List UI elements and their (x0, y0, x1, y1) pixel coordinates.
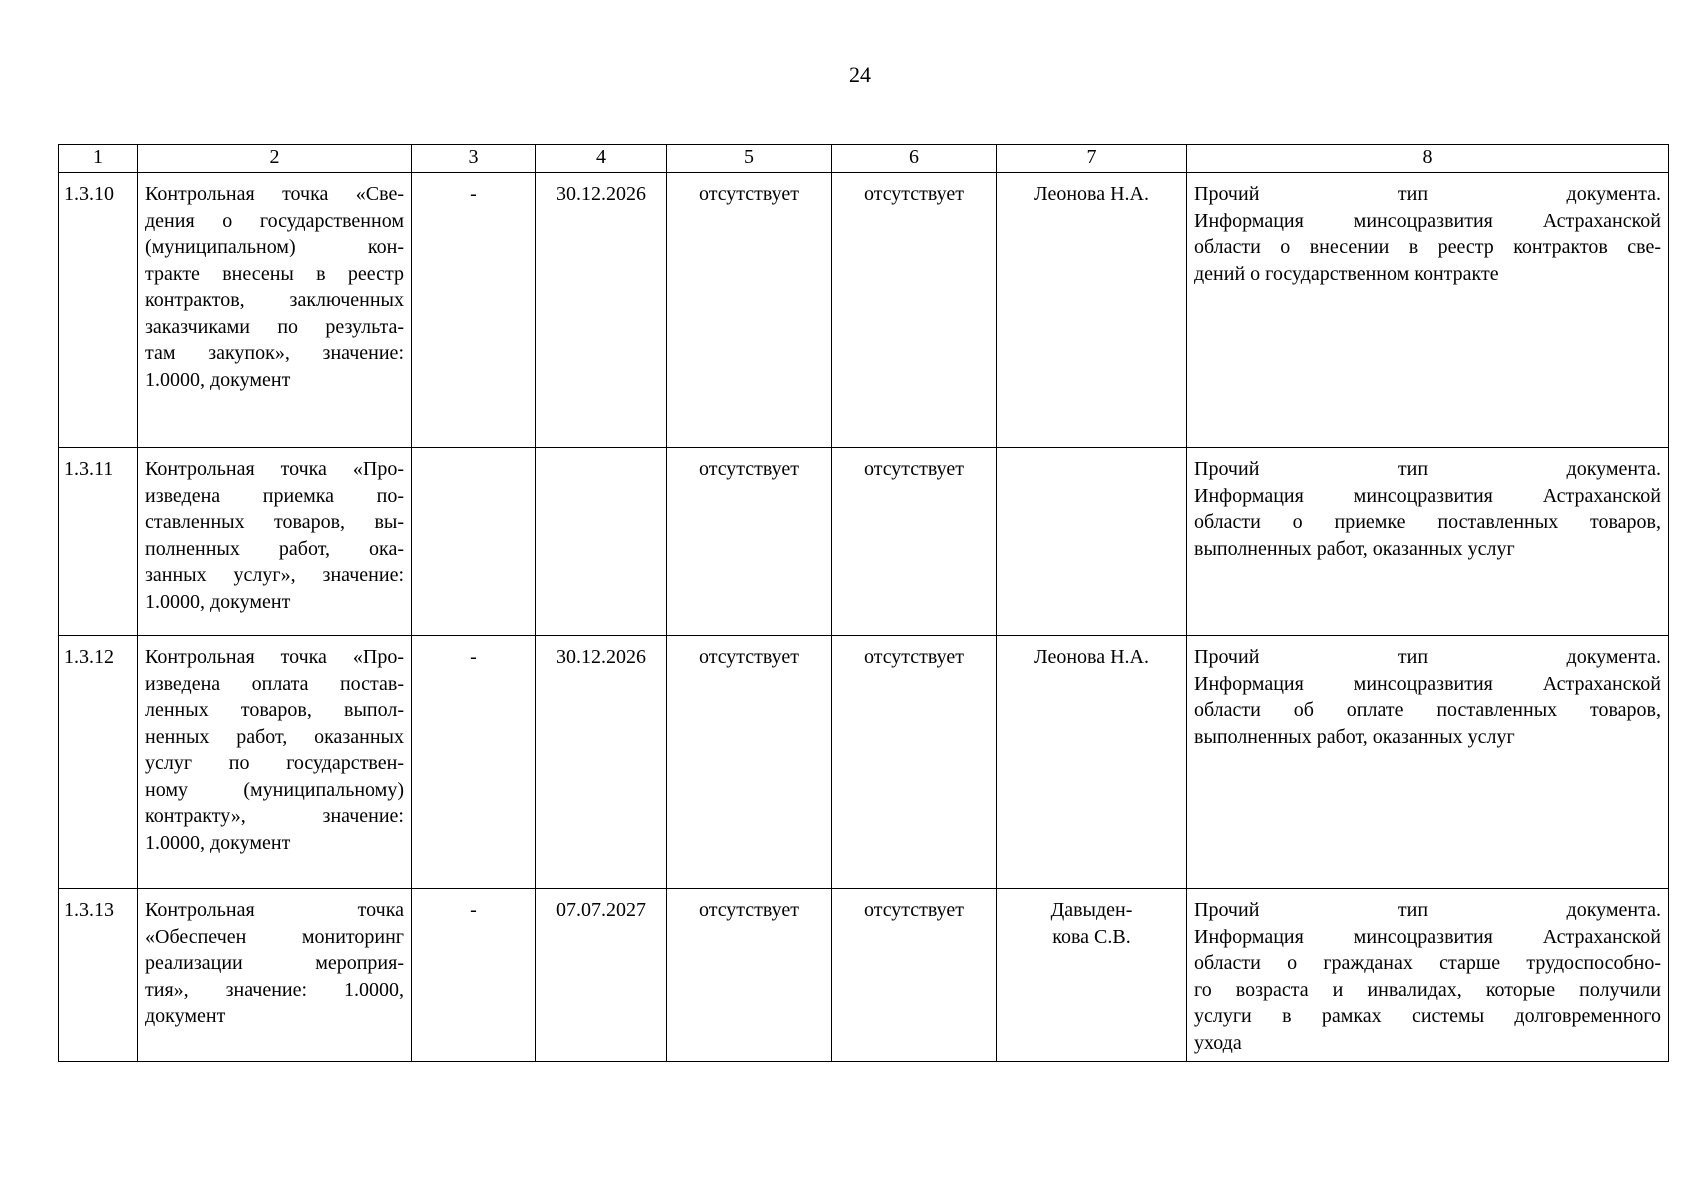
document-line: области об оплате поставленных товаров, (1194, 699, 1661, 721)
description-line: ставленных товаров, вы- (145, 511, 404, 533)
column-6-cell (832, 889, 997, 1062)
responsible-line: Давыден- (1050, 899, 1133, 921)
document-line: Информация минсоцразвития Астраханской (1194, 672, 1661, 695)
description-line: Контрольная точка «Про- (145, 458, 404, 480)
date-cell (536, 889, 667, 1062)
item-number-cell (59, 173, 138, 448)
description-line: документ (145, 1005, 226, 1027)
column-3-cell (412, 448, 536, 636)
column-5-value: отсутствует (698, 899, 800, 921)
date-value: 30.12.2026 (556, 183, 646, 205)
document-line: Информация минсоцразвития Астраханской (1194, 484, 1661, 507)
responsible-cell (997, 448, 1187, 636)
description-line: реализации мероприя- (145, 952, 404, 974)
item-number: 1.3.12 (64, 646, 114, 668)
column-3-value: - (470, 183, 477, 205)
item-number: 1.3.10 (64, 183, 114, 205)
column-5-cell (667, 173, 832, 448)
document-line: Прочий тип документа. (1194, 458, 1661, 480)
description-line: там закупок», значение: (145, 342, 404, 364)
column-numbers-row (59, 145, 1669, 173)
column-6-value: отсутствует (863, 646, 965, 668)
column-header: 1 (59, 145, 138, 173)
description-line: ному (муниципальному) (145, 778, 404, 801)
description-line: дения о государственном (145, 209, 404, 232)
description-cell (138, 636, 412, 889)
description-cell (138, 173, 412, 448)
date-value: 07.07.2027 (556, 899, 646, 921)
document-cell (1187, 448, 1669, 636)
table-row (59, 173, 1669, 448)
description-line: контрактов, заключенных (145, 289, 404, 311)
description-line: полненных работ, ока- (145, 537, 404, 560)
responsible-cell (997, 636, 1187, 889)
description-line: изведена оплата постав- (145, 672, 404, 695)
date-cell (536, 636, 667, 889)
document-line: области о гражданах старше трудоспособно- (1194, 952, 1661, 974)
document-line: услуги в рамках системы долговременного (1194, 1005, 1661, 1027)
document-line: Прочий тип документа. (1194, 183, 1661, 205)
document-line: ухода (1194, 1031, 1242, 1054)
description-line: 1.0000, документ (145, 368, 291, 391)
description-line: Контрольная точка (145, 899, 404, 921)
description-line: тракте внесены в реестр (145, 262, 404, 285)
description-line: ленных товаров, выпол- (145, 699, 404, 721)
description-line: занных услуг», значение: (145, 564, 404, 586)
document-line: го возраста и инвалидах, которые получили (1194, 978, 1661, 1001)
column-6-cell (832, 448, 997, 636)
date-cell (536, 173, 667, 448)
description-cell (138, 448, 412, 636)
description-cell (138, 889, 412, 1062)
description-line: услуг по государствен- (145, 752, 404, 774)
description-line: (муниципальном) кон- (145, 236, 404, 258)
table-row (59, 448, 1669, 636)
column-header: 3 (412, 145, 536, 173)
item-number: 1.3.13 (64, 899, 114, 921)
description-line: ненных работ, оказанных (145, 725, 404, 748)
column-5-value: отсутствует (698, 646, 800, 668)
column-5-value: отсутствует (698, 183, 800, 205)
column-5-value: отсутствует (698, 458, 800, 480)
column-6-value: отсутствует (863, 899, 965, 921)
responsible-line: кова С.В. (1052, 925, 1131, 948)
column-header: 6 (832, 145, 997, 173)
description-line: 1.0000, документ (145, 831, 291, 854)
column-header: 8 (1187, 145, 1669, 173)
document-cell (1187, 173, 1669, 448)
table-row (59, 636, 1669, 889)
document-cell (1187, 889, 1669, 1062)
column-6-value: отсутствует (863, 458, 965, 480)
document-line: Информация минсоцразвития Астраханской (1194, 925, 1661, 948)
date-value: 30.12.2026 (556, 646, 646, 668)
column-6-cell (832, 636, 997, 889)
document-line: выполненных работ, оказанных услуг (1194, 537, 1515, 560)
column-3-cell (412, 173, 536, 448)
column-3-cell (412, 889, 536, 1062)
column-6-cell (832, 173, 997, 448)
page-number: 24 (849, 62, 871, 87)
column-header: 5 (667, 145, 832, 173)
item-number-cell (59, 636, 138, 889)
description-line: тия», значение: 1.0000, (145, 978, 404, 1001)
responsible-line: Леонова Н.А. (1034, 646, 1149, 668)
document-line: дений о государственном контракте (1194, 262, 1499, 285)
column-3-value: - (470, 646, 477, 668)
document-line: Прочий тип документа. (1194, 646, 1661, 668)
column-header: 2 (138, 145, 412, 173)
description-line: Контрольная точка «Про- (145, 646, 404, 668)
document-line: Информация минсоцразвития Астраханской (1194, 209, 1661, 232)
document-line: Прочий тип документа. (1194, 899, 1661, 921)
column-header: 4 (536, 145, 667, 173)
column-header: 7 (997, 145, 1187, 173)
item-number-cell (59, 889, 138, 1062)
document-line: области о внесении в реестр контрактов све- (1194, 236, 1661, 258)
column-6-value: отсутствует (863, 183, 965, 205)
column-5-cell (667, 636, 832, 889)
description-line: Контрольная точка «Све- (145, 183, 404, 205)
column-3-cell (412, 636, 536, 889)
description-line: контракту», значение: (145, 805, 404, 827)
description-line: 1.0000, документ (145, 590, 291, 613)
description-line: заказчиками по результа- (145, 315, 404, 338)
document-line: области о приемке поставленных товаров, (1194, 511, 1661, 533)
item-number-cell (59, 448, 138, 636)
description-line: изведена приемка по- (145, 484, 404, 507)
document-line: выполненных работ, оказанных услуг (1194, 725, 1515, 748)
description-line: «Обеспечен мониторинг (145, 925, 404, 948)
column-5-cell (667, 448, 832, 636)
responsible-cell (997, 173, 1187, 448)
column-5-cell (667, 889, 832, 1062)
column-3-value: - (470, 899, 477, 921)
table-row (59, 889, 1669, 1062)
control-points-table (58, 144, 1669, 1062)
document-cell (1187, 636, 1669, 889)
item-number: 1.3.11 (64, 458, 114, 480)
responsible-cell (997, 889, 1187, 1062)
date-cell (536, 448, 667, 636)
responsible-line: Леонова Н.А. (1034, 183, 1149, 205)
